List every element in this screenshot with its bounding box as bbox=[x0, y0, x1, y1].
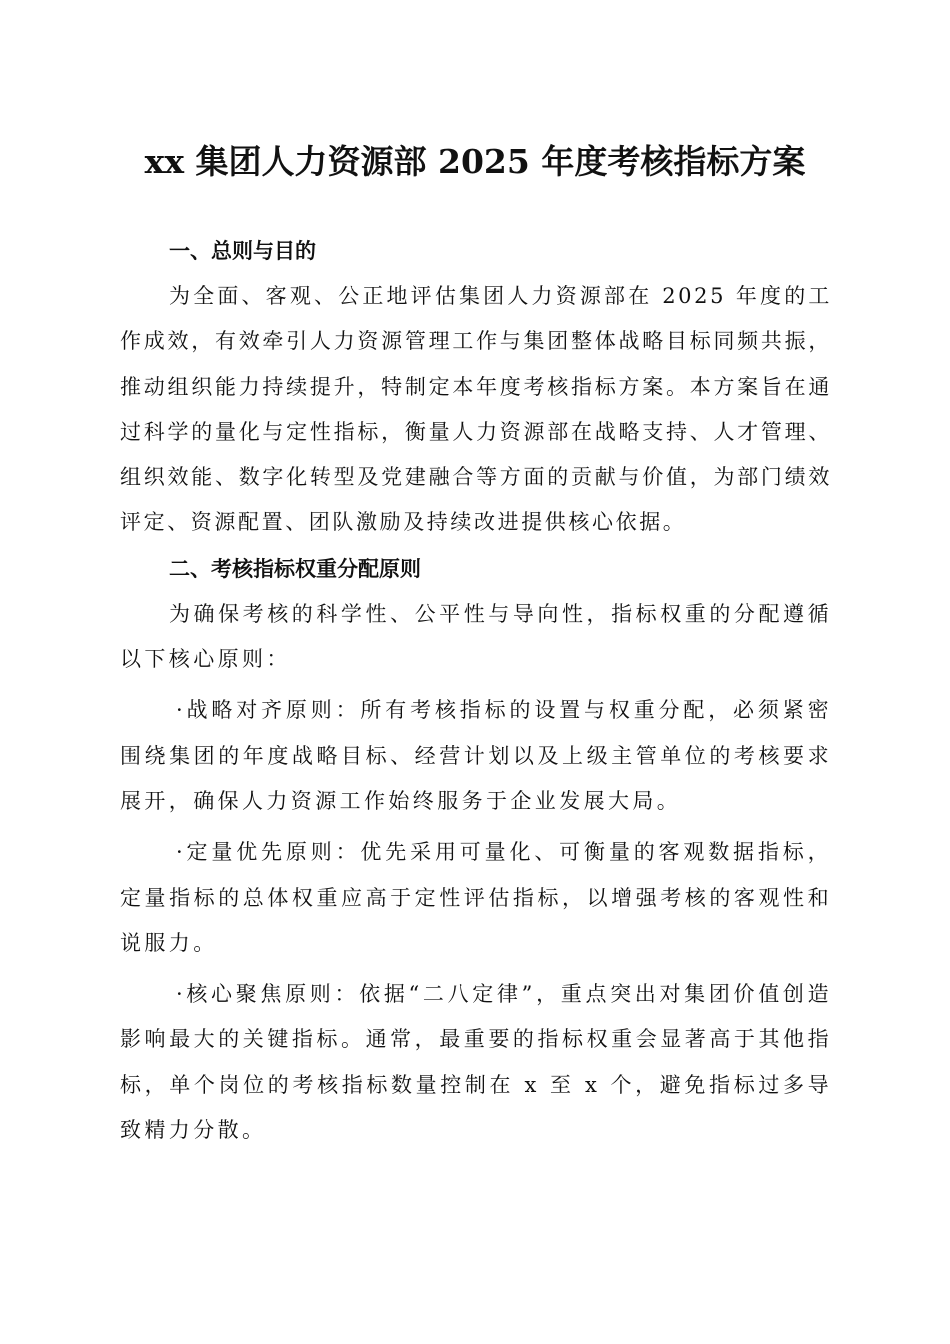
section-heading-general: 一、总则与目的 bbox=[169, 239, 316, 263]
document-title: xx 集团人力资源部 2025 年度考核指标方案 bbox=[144, 142, 806, 181]
section-paragraph-intro: 为确保考核的科学性、公平性与导向性，指标权重的分配遵循以下核心原则： bbox=[120, 601, 832, 672]
document-body bbox=[120, 228, 832, 1153]
principle-item-strategic-alignment: ·战略对齐原则：所有考核指标的设置与权重分配，必须紧密围绕集团的年度战略目标、经营计划以及上级主管单位的考核要求展开，确保人力资源工作始终服务于企业发展大局。 bbox=[120, 698, 832, 813]
section-paragraph-purpose: 为全面、客观、公正地评估集团人力资源部在 2025 年度的工作成效，有效牵引人力资源管理工作与集团整体战略目标同频共振，推动组织能力持续提升，特制定本年度考核指标方案。本方案旨在通过科学的量化与定性指标，衡量人力资源部在战略支持、人才管理、组织效能、数字化转型及党建融合等方面的贡献与价值，为部门绩效评定、资源配置、团队激励及持续改进提供核心依据。 bbox=[120, 284, 832, 535]
principle-item-core-focus: ·核心聚焦原则：依据“二八定律”，重点突出对集团价值创造影响最大的关键指标。通常，最重要的指标权重会显著高于其他指标，单个岗位的考核指标数量控制在 x 至 x 个，避免指标过多导致精力分散。 bbox=[120, 982, 832, 1143]
section-heading-weight-principles: 二、考核指标权重分配原则 bbox=[169, 556, 421, 581]
principle-item-quantitative-priority: ·定量优先原则：优先采用可量化、可衡量的客观数据指标，定量指标的总体权重应高于定性评估指标，以增强考核的客观性和说服力。 bbox=[120, 840, 832, 955]
